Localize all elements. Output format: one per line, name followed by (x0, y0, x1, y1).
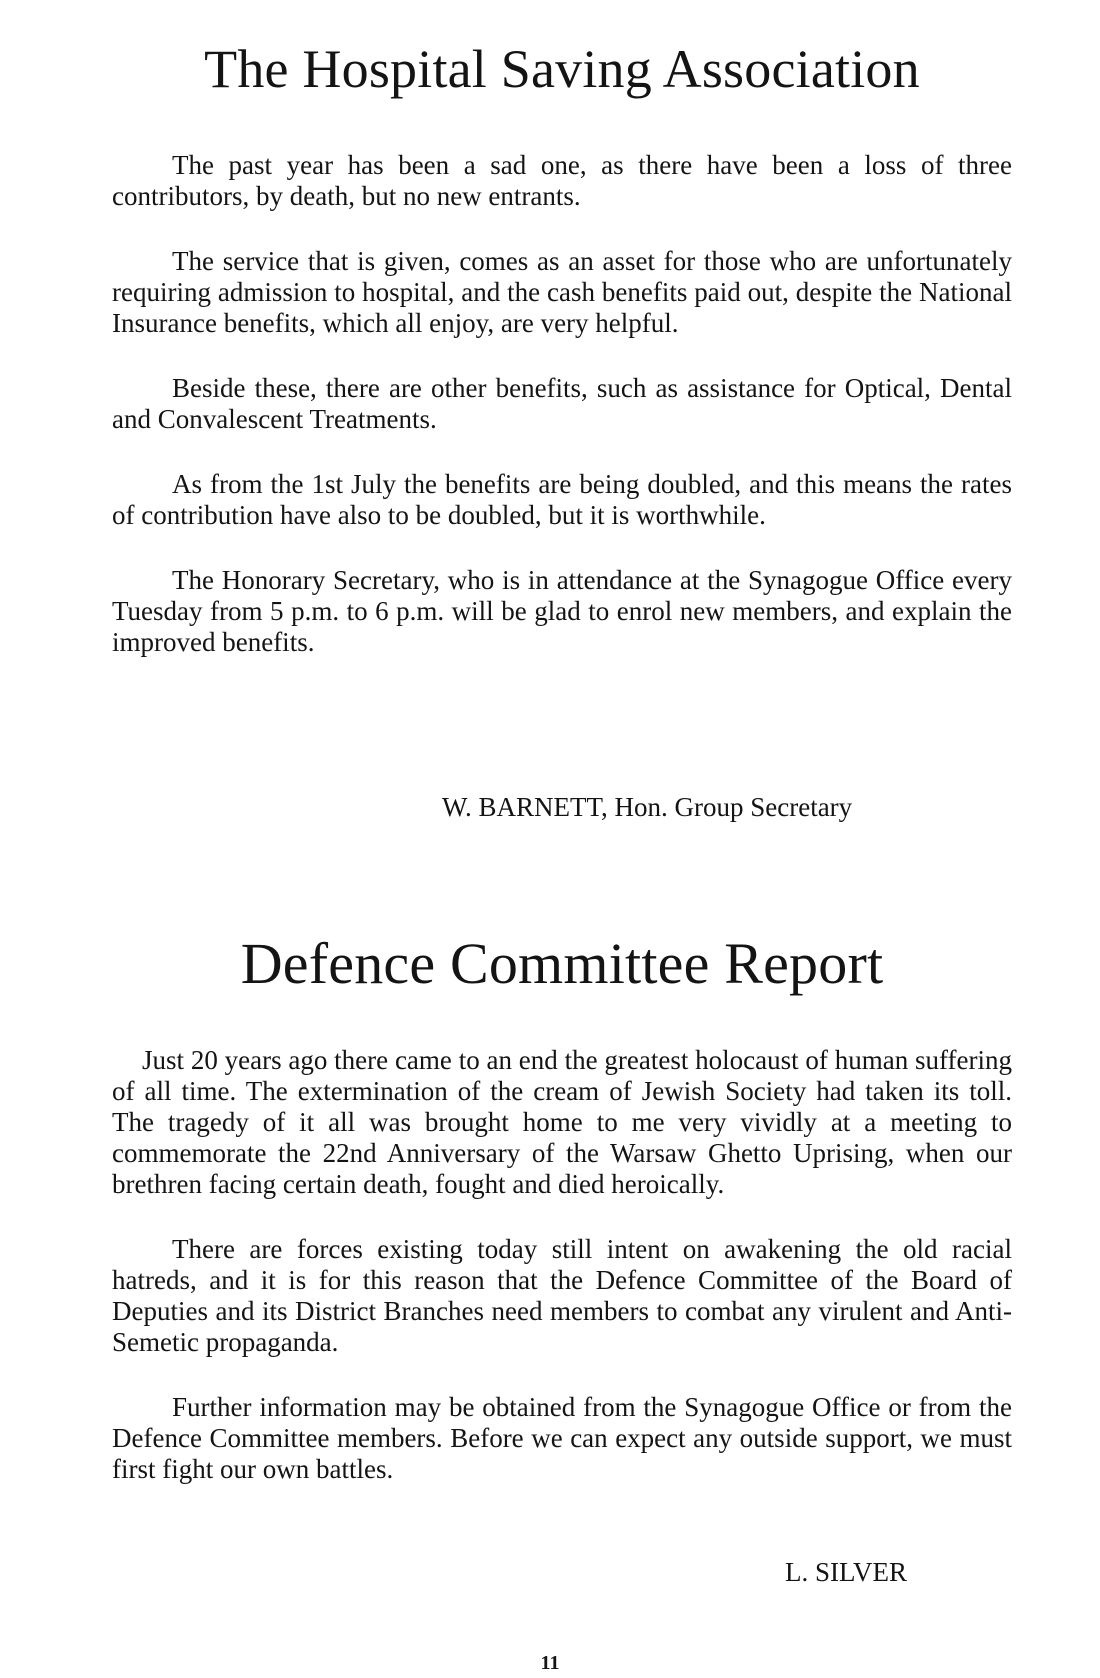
defence-paragraph-3: Further information may be obtained from the Synagogue Office or from the Defence Committee members. Before we can expect any outside support, we must first fight our own battles. (112, 1392, 1012, 1484)
defence-body (112, 1045, 1012, 1485)
defence-paragraph-1: Just 20 years ago there came to an end the greatest holocaust of human suffering of all time. The extermination of the cream of Jewish Society had taken its toll. The tragedy of it all was brought home to me very vividly at a meeting to commemorate the 22nd Anniversary of the Warsaw Ghetto Uprising, when our brethren facing certain death, fought and died heroically. (112, 1045, 1012, 1199)
hospital-paragraph-1: The past year has been a sad one, as there have been a loss of three contributors, by death, but no new entrants. (112, 150, 1012, 211)
defence-paragraph-2: There are forces existing today still intent on awakening the old racial hatreds, and it is for this reason that the Defence Committee of the Board of Deputies and its District Branches need members to combat any virulent and Anti-Semetic propaganda. (112, 1234, 1012, 1357)
hospital-body (112, 150, 1012, 658)
hospital-paragraph-2: The service that is given, comes as an asset for those who are unfortunately requiring admission to hospital, and the cash benefits paid out, despite the National Insurance benefits, which all enjoy, are very helpful. (112, 246, 1012, 338)
hospital-paragraph-4: As from the 1st July the benefits are being doubled, and this means the rates of contribution have also to be doubled, but it is worthwhile. (112, 469, 1012, 530)
hospital-title: The Hospital Saving Association (204, 39, 920, 99)
defence-signature: L. SILVER (785, 1557, 908, 1587)
hospital-paragraph-3: Beside these, there are other benefits, such as assistance for Optical, Dental and Convalescent Treatments. (112, 373, 1012, 434)
hospital-paragraph-5: The Honorary Secretary, who is in attendance at the Synagogue Office every Tuesday from 5 p.m. to 6 p.m. will be glad to enrol new members, and explain the improved benefits. (112, 565, 1012, 657)
hospital-signature: W. BARNETT, Hon. Group Secretary (442, 792, 853, 822)
defence-title: Defence Committee Report (240, 931, 884, 996)
page-number: 11 (540, 1652, 560, 1674)
